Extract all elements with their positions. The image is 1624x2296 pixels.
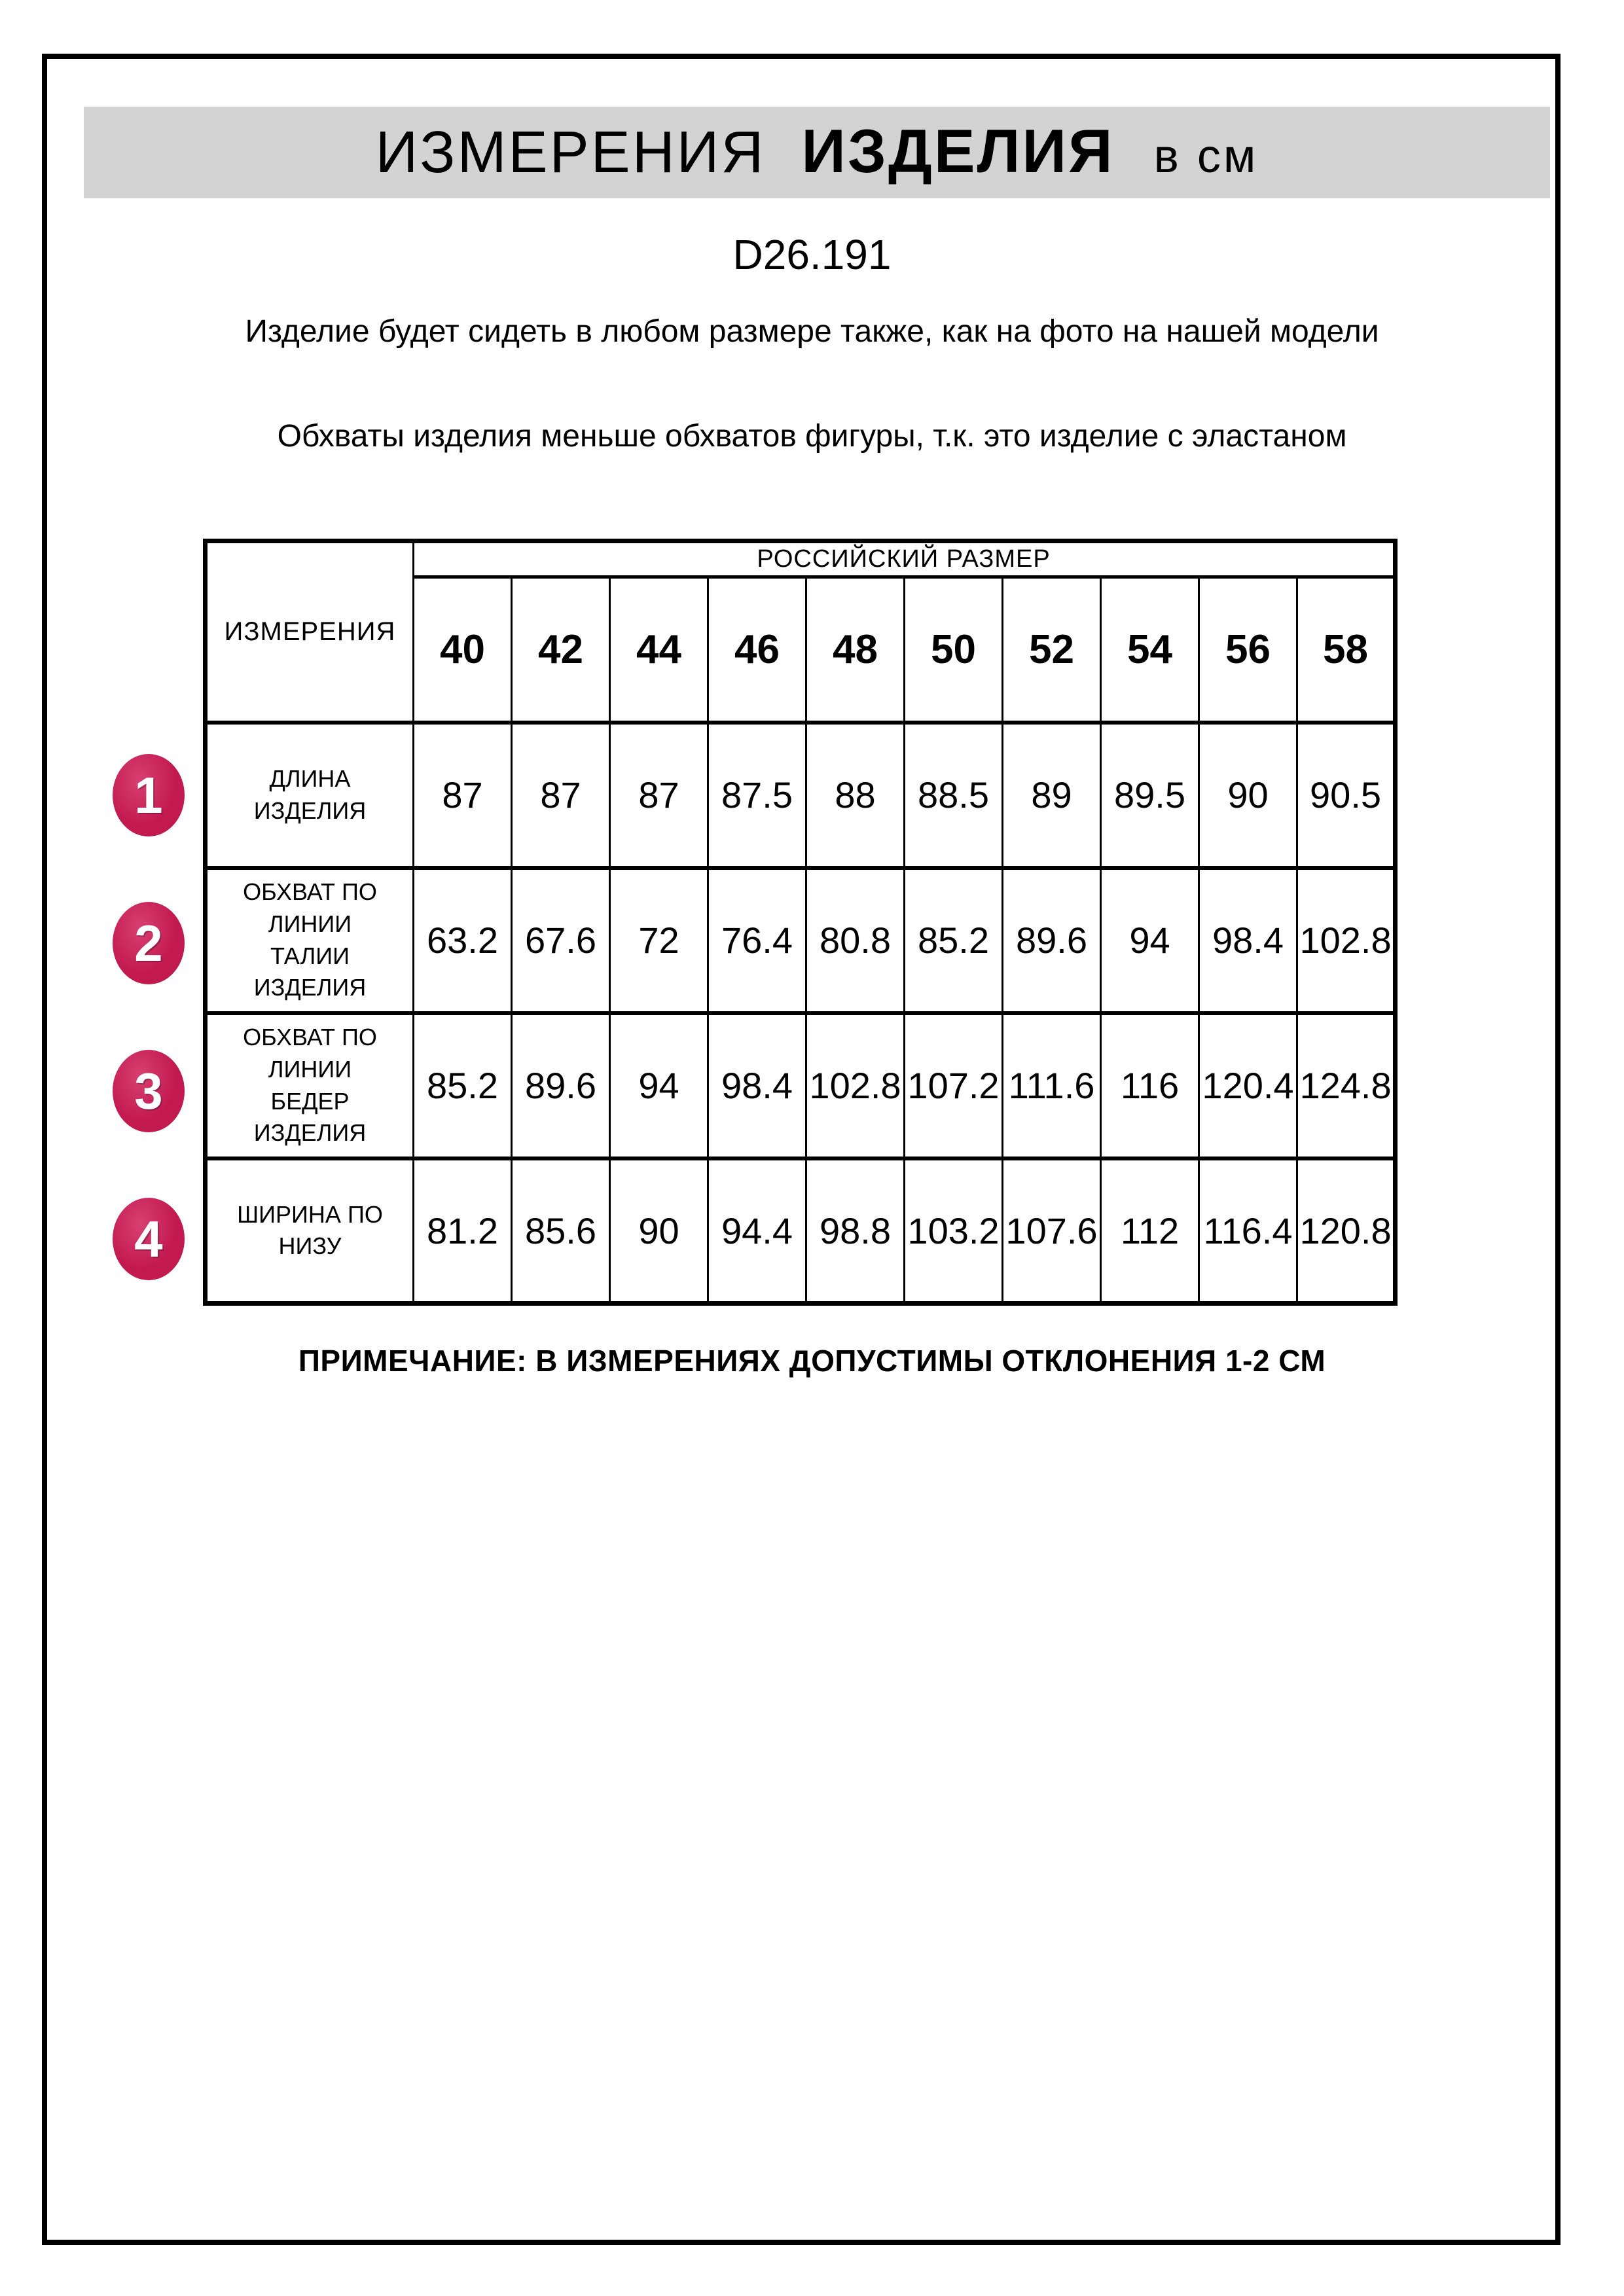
title-measurements: ИЗМЕРЕНИЯ: [375, 120, 766, 185]
value-cell: 85.2: [414, 1013, 512, 1158]
value-cell: 112: [1101, 1158, 1199, 1304]
row-number: 2: [134, 914, 163, 972]
value-cell: 98.4: [708, 1013, 806, 1158]
value-cell: 88: [806, 723, 905, 868]
value-cell: 87: [610, 723, 708, 868]
value-cell: 76.4: [708, 868, 806, 1013]
value-cell: 90: [1199, 723, 1297, 868]
size-header-cell: 52: [1003, 577, 1101, 723]
table-row: [206, 868, 1396, 1013]
size-header-cell: 54: [1101, 577, 1199, 723]
value-cell: 87.5: [708, 723, 806, 868]
tolerance-note: ПРИМЕЧАНИЕ: В ИЗМЕРЕНИЯХ ДОПУСТИМЫ ОТКЛОНЕНИЯ 1-2 СМ: [298, 1344, 1326, 1378]
size-header-cell: 48: [806, 577, 905, 723]
value-cell: 89.6: [1003, 868, 1101, 1013]
value-cell: 102.8: [806, 1013, 905, 1158]
size-header-cell: 58: [1297, 577, 1396, 723]
title-band: [84, 107, 1550, 198]
value-cell: 85.6: [512, 1158, 610, 1304]
intro-elastane-note: Обхваты изделия меньше обхватов фигуры, т.к. это изделие с эластаном: [277, 419, 1347, 454]
value-cell: 80.8: [806, 868, 905, 1013]
value-cell: 98.8: [806, 1158, 905, 1304]
row-label: ОБХВАТ ПО ЛИНИИ ТАЛИИ ИЗДЕЛИЯ: [206, 868, 414, 1013]
size-header-cell: 56: [1199, 577, 1297, 723]
value-cell: 67.6: [512, 868, 610, 1013]
row-number-badge: [113, 1198, 185, 1280]
value-cell: 116.4: [1199, 1158, 1297, 1304]
value-cell: 124.8: [1297, 1013, 1396, 1158]
table-row: [206, 1158, 1396, 1304]
value-cell: 120.4: [1199, 1013, 1297, 1158]
table-row: [206, 1013, 1396, 1158]
row-number: 4: [134, 1210, 163, 1268]
value-cell: 72: [610, 868, 708, 1013]
article-number: D26.191: [732, 231, 892, 278]
size-header-cell: 44: [610, 577, 708, 723]
size-header-cell: 40: [414, 577, 512, 723]
value-cell: 87: [512, 723, 610, 868]
intro-fit-note: Изделие будет сидеть в любом размере также, как на фото на нашей модели: [245, 314, 1379, 349]
value-cell: 88.5: [905, 723, 1003, 868]
value-cell: 98.4: [1199, 868, 1297, 1013]
value-cell: 103.2: [905, 1158, 1003, 1304]
row-number: 3: [134, 1062, 163, 1120]
table-row: [206, 723, 1396, 868]
value-cell: 63.2: [414, 868, 512, 1013]
value-cell: 89.6: [512, 1013, 610, 1158]
value-cell: 107.6: [1003, 1158, 1101, 1304]
size-group-header-row: [206, 541, 1396, 577]
size-table-body: [206, 723, 1396, 1304]
value-cell: 102.8: [1297, 868, 1396, 1013]
value-cell: 120.8: [1297, 1158, 1396, 1304]
row-label: ОБХВАТ ПО ЛИНИИ БЕДЕР ИЗДЕЛИЯ: [206, 1013, 414, 1158]
size-header-cell: 42: [512, 577, 610, 723]
title-product: ИЗДЕЛИЯ: [801, 117, 1115, 185]
value-cell: 107.2: [905, 1013, 1003, 1158]
row-number: 1: [134, 766, 163, 824]
value-cell: 85.2: [905, 868, 1003, 1013]
size-table: [203, 539, 1398, 1306]
russian-size-header: РОССИЙСКИЙ РАЗМЕР: [414, 541, 1396, 577]
value-cell: 94: [1101, 868, 1199, 1013]
value-cell: 90.5: [1297, 723, 1396, 868]
row-number-badge: [113, 754, 185, 836]
row-label: ДЛИНА ИЗДЕЛИЯ: [206, 723, 414, 868]
row-number-badge: [113, 1050, 185, 1132]
value-cell: 111.6: [1003, 1013, 1101, 1158]
size-header-cell: 46: [708, 577, 806, 723]
value-cell: 81.2: [414, 1158, 512, 1304]
row-number-badge: [113, 902, 185, 984]
value-cell: 90: [610, 1158, 708, 1304]
measurements-column-header: ИЗМЕРЕНИЯ: [206, 541, 414, 723]
title-unit: в см: [1153, 130, 1259, 183]
value-cell: 89.5: [1101, 723, 1199, 868]
value-cell: 94.4: [708, 1158, 806, 1304]
value-cell: 89: [1003, 723, 1101, 868]
size-header-cell: 50: [905, 577, 1003, 723]
value-cell: 94: [610, 1013, 708, 1158]
value-cell: 87: [414, 723, 512, 868]
row-label: ШИРИНА ПО НИЗУ: [206, 1158, 414, 1304]
value-cell: 116: [1101, 1013, 1199, 1158]
